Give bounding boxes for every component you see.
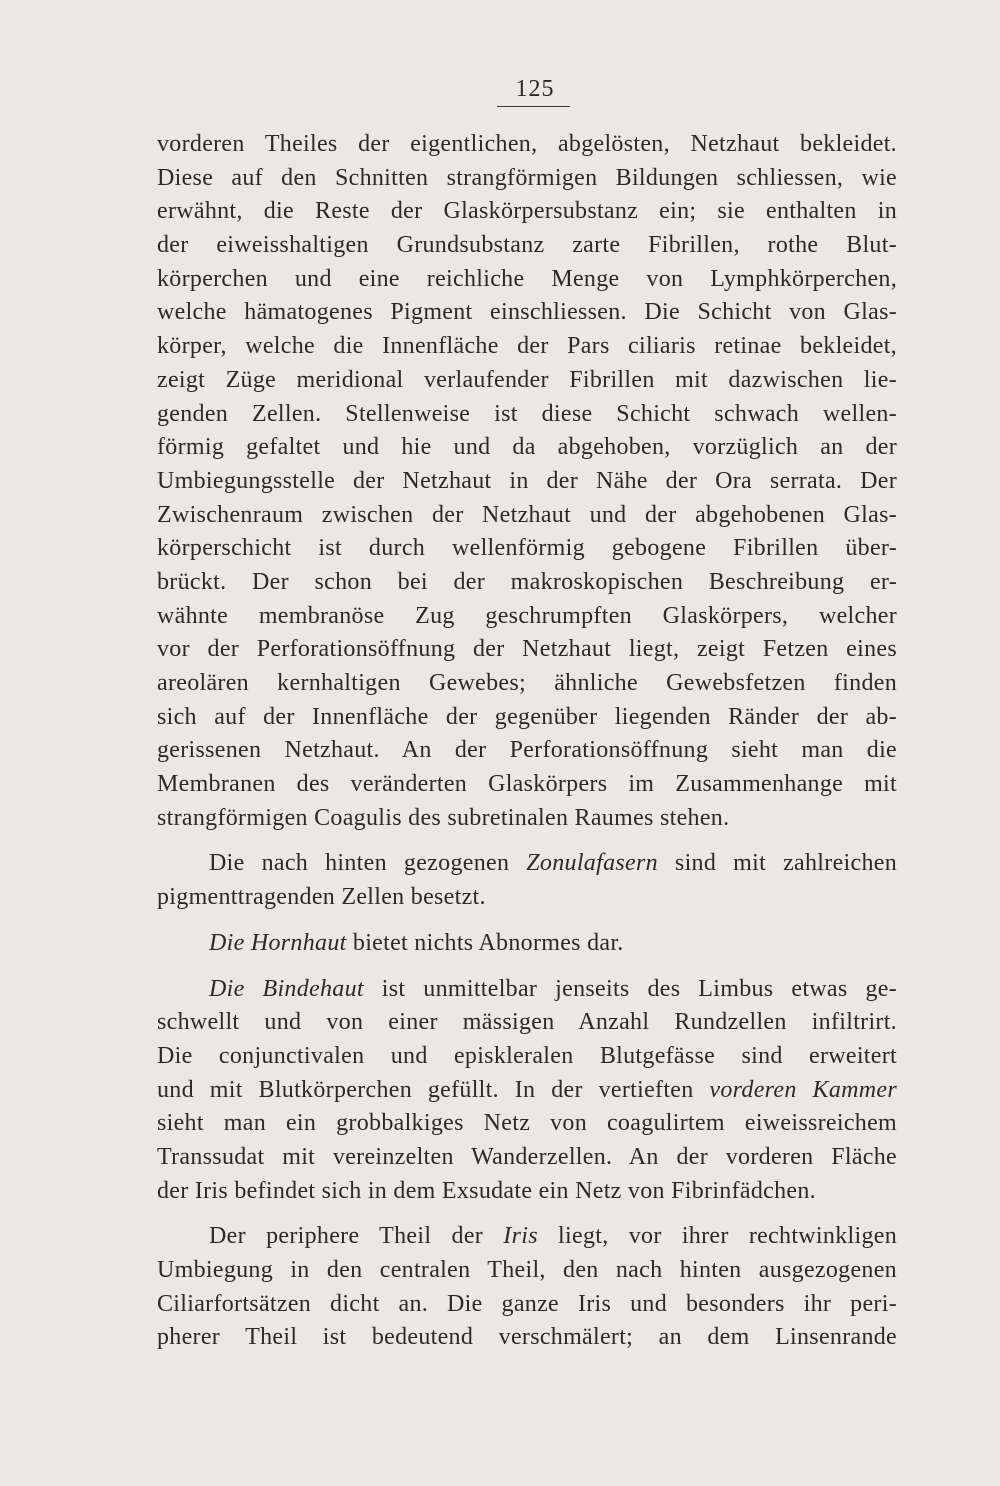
paragraph-gap (157, 835, 897, 847)
text-line (157, 927, 897, 961)
paragraph-gap (157, 915, 897, 927)
paragraph-vitreous (157, 128, 897, 835)
emphasis-hornhaut: Die Hornhaut (209, 929, 347, 956)
text-run: liegt, vor ihrer rechtwinkligen (537, 1223, 897, 1250)
text-line (157, 1074, 897, 1108)
text-line: Ciliarfortsätzen dicht an. Die ganze Iris und besonders ihr peri- (157, 1290, 897, 1317)
text-line: zeigt Züge meridional verlaufender Fibrillen mit dazwischen lie- (157, 366, 897, 393)
text-line: pherer Theil ist bedeutend verschmälert; an dem Linsenrande (157, 1324, 897, 1351)
text-line: körperchen und eine reichliche Menge von Lymphkörperchen, (157, 265, 897, 292)
text-line: sieht man ein grobbalkiges Netz von coagulirtem eiweissreichem (157, 1110, 897, 1137)
text-line: Transsudat mit vereinzelten Wanderzellen. An der vorderen Fläche (157, 1143, 897, 1170)
text-line: Umbiegung in den centralen Theil, den nach hinten ausgezogenen (157, 1257, 897, 1283)
text-run: bietet nichts Abnormes dar. (346, 929, 624, 956)
text-line: gerissenen Netzhaut. An der Perforationsöffnung sieht man die (157, 737, 897, 764)
page-number: 125 (515, 76, 555, 102)
text-line: vor der Perforationsöffnung der Netzhaut liegt, zeigt Fetzen eines (157, 636, 897, 663)
text-line: körper, welche die Innenfläche der Pars ciliaris retinae bekleidet, (157, 333, 897, 360)
text-line: pigmenttragenden Zellen besetzt. (157, 884, 486, 911)
text-line: welche hämatogenes Pigment einschliessen. Die Schicht von Glas- (157, 299, 897, 326)
text-line: genden Zellen. Stellenweise ist diese Schicht schwach wellen- (157, 400, 897, 427)
text-line (157, 1220, 897, 1254)
text-run: Die nach hinten gezogenen (209, 850, 527, 877)
text-run: ist unmittelbar jenseits des Limbus etwas ge- (363, 975, 898, 1002)
paragraph-iris (157, 1220, 897, 1355)
text-line: Umbiegungsstelle der Netzhaut in der Nähe der Ora serrata. Der (157, 467, 897, 494)
paragraph-zonula (157, 847, 897, 914)
text-line: schwellt und von einer mässigen Anzahl Rundzellen infiltrirt. (157, 1009, 897, 1036)
text-line: vorderen Theiles der eigentlichen, abgelösten, Netzhaut bekleidet. (157, 131, 897, 157)
text-line: Zwischenraum zwischen der Netzhaut und der abgehobenen Glas- (157, 501, 897, 528)
text-line: Diese auf den Schnitten strangförmigen Bildungen schliessen, wie (157, 164, 897, 191)
text-line: förmig gefaltet und hie und da abgehoben, vorzüglich an der (157, 434, 897, 461)
paragraph-gap (157, 1208, 897, 1220)
text-line: wähnte membranöse Zug geschrumpften Glaskörpers, welcher (157, 602, 897, 629)
text-run: und mit Blutkörperchen gefüllt. In der vertieften (157, 1076, 710, 1103)
text-line: brückt. Der schon bei der makroskopischen Beschreibung er- (157, 568, 897, 595)
page-number-rule (497, 106, 570, 107)
paragraph-hornhaut (157, 927, 897, 961)
text-line: sich auf der Innenfläche der gegenüber liegenden Ränder der ab- (157, 703, 897, 730)
emphasis-zonulafasern: Zonulafasern (526, 850, 658, 877)
body-text (157, 128, 897, 1355)
text-line: körperschicht ist durch wellenförmig gebogene Fibrillen über- (157, 535, 897, 562)
text-line: strangförmigen Coagulis des subretinalen Raumes stehen. (157, 804, 730, 831)
emphasis-vordere-kammer: vorderen Kammer (709, 1076, 897, 1103)
text-run: sind mit zahlreichen (657, 850, 897, 877)
text-line: der eiweisshaltigen Grundsubstanz zarte Fibrillen, rothe Blut- (157, 232, 897, 259)
text-line (157, 973, 897, 1007)
paragraph-gap (157, 961, 897, 973)
emphasis-bindehaut: Die Bindehaut (209, 975, 364, 1002)
text-line: Die conjunctivalen und episkleralen Blutgefässe sind erweitert (157, 1042, 897, 1069)
emphasis-iris: Iris (503, 1223, 538, 1250)
text-line: erwähnt, die Reste der Glaskörpersubstanz ein; sie enthalten in (157, 198, 897, 225)
text-line (157, 847, 897, 881)
text-line: Membranen des veränderten Glaskörpers im Zusammenhange mit (157, 771, 897, 798)
text-line: der Iris befindet sich in dem Exsudate ein Netz von Fibrinfädchen. (157, 1177, 816, 1204)
text-line: areolären kernhaltigen Gewebes; ähnliche Gewebsfetzen finden (157, 670, 897, 696)
text-run: Der periphere Theil der (209, 1223, 504, 1250)
paragraph-bindehaut (157, 973, 897, 1209)
